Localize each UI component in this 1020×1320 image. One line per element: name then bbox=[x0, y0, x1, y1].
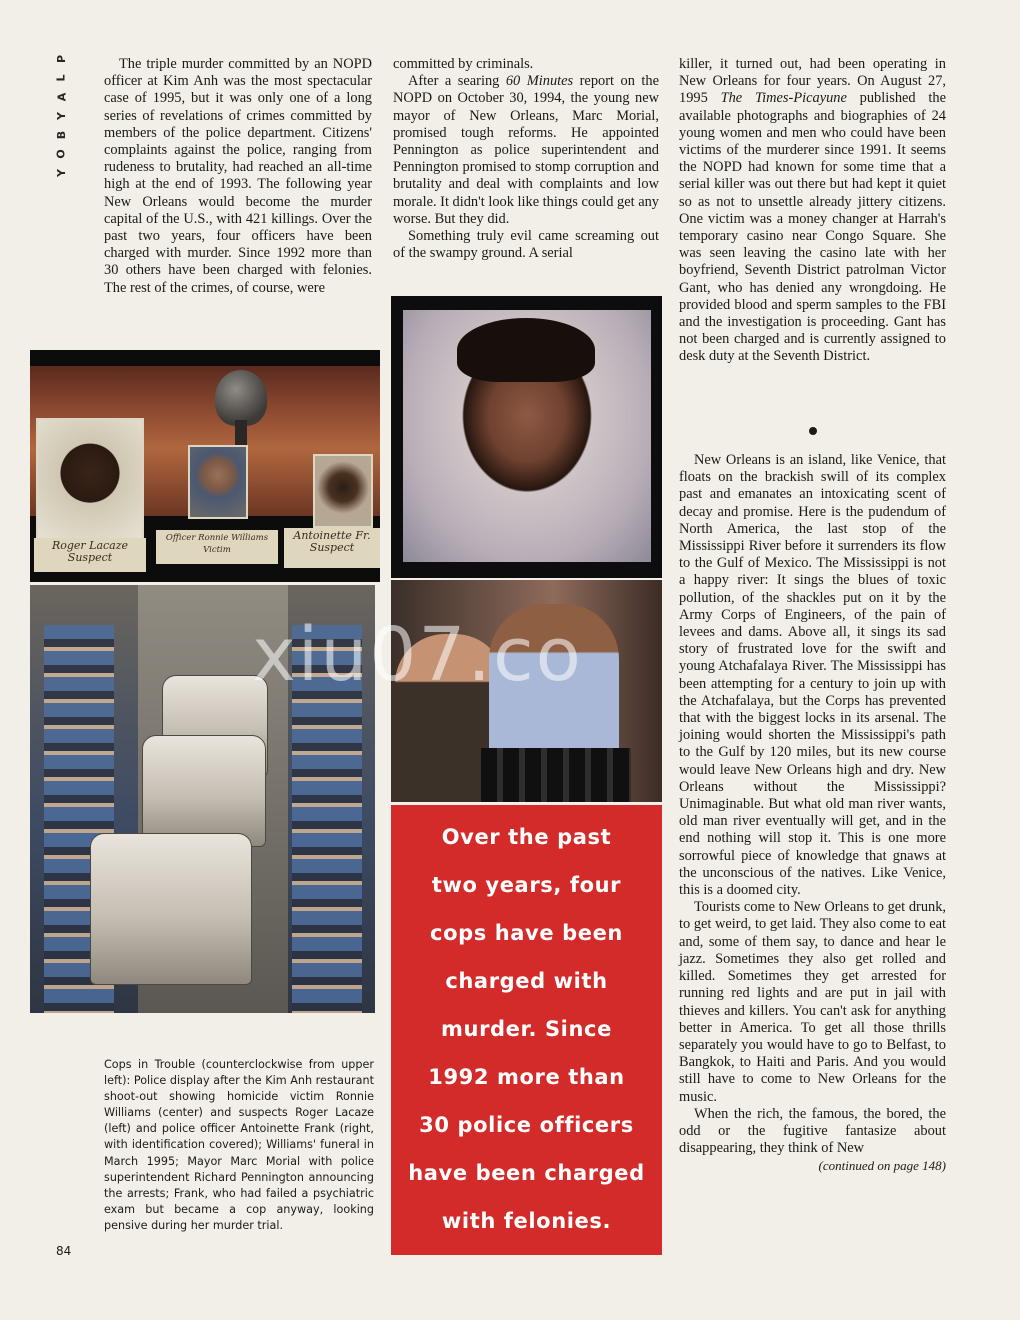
logo-letter: L bbox=[54, 74, 68, 82]
pull-quote-line: charged with bbox=[445, 969, 608, 993]
text-run: killer, it turned out, had been operating in New Orleans for four years. On August 27, 1995 bbox=[679, 56, 946, 107]
paragraph: Something truly evil came screaming out of the swampy ground. A serial bbox=[393, 228, 659, 262]
body-column-1 bbox=[104, 56, 372, 297]
text-run: After a searing bbox=[408, 73, 506, 90]
photo-frank-trial bbox=[391, 296, 662, 578]
microphone-icon bbox=[215, 370, 267, 426]
label-card-williams bbox=[156, 530, 278, 564]
pull-quote-line: 30 police officers bbox=[419, 1113, 634, 1137]
photo-officer-williams bbox=[188, 445, 248, 519]
label-card-frank bbox=[284, 528, 380, 568]
paragraph: The triple murder committed by an NOPD officer at Kim Anh was the most spectacular case of 1995, but it was only one of a long series of revelations of crimes committed by members of the police department. Citizens' complaints against the police, ranging from rudeness to brutality, had reached an all-time high at the end of 1993. The following year New Orleans would become the murder capital of the U.S., with 421 killings. Over the past two years, four officers have been charged with murder. Since 1992 more than 30 others have been charged with felonies. The rest of the crimes, of course, were bbox=[104, 56, 372, 296]
body-column-2 bbox=[393, 56, 659, 262]
text-run: published the available photographs and biographies of 24 young women and men who could have been victims of the murderer since 1991. It seems the NOPD had known for some time that a serial killer was out there but had kept it quiet so as not to unsettle already jittery citizens. One victim was a money changer at Harrah's temporary casino near Congo Square. She was seen leaving the casino late with her boyfriend, Seventh District patrolman Victor Gant, who has denied any wrongdoing. He provided blood and sperm samples to the FBI and the investigation is proceeding. Gant has not been charged and is currently assigned to desk duty at the Seventh District. bbox=[679, 90, 946, 365]
label-card-lacaze bbox=[34, 538, 146, 572]
continued-line: (continued on page 148) bbox=[818, 1158, 946, 1174]
photo-police-display bbox=[30, 350, 380, 582]
pull-quote-line: have been charged bbox=[408, 1161, 645, 1185]
pull-quote-line: Over the past bbox=[441, 825, 612, 849]
mugshot-lacaze bbox=[36, 418, 144, 540]
body-column-3-bottom bbox=[679, 452, 946, 1175]
pull-quote-line: with felonies. bbox=[441, 1209, 612, 1233]
logo-letter: Y bbox=[55, 169, 68, 177]
label-name: Officer Ronnie Williams bbox=[165, 533, 269, 543]
logo-letter: P bbox=[55, 54, 68, 64]
paragraph: committed by criminals. bbox=[393, 56, 534, 72]
paragraph bbox=[393, 73, 659, 228]
logo-letter: B bbox=[54, 130, 68, 140]
logo-letter: A bbox=[54, 92, 68, 102]
text-run: report on the NOPD on October 30, 1994, the young new mayor of New Orleans, Marc Morial, promised tough reforms. He appointed Pennington as police superintendent and Pennington promised to stomp corruption and brutality and deal with complaints and low morale. It didn't look like things could get any worse. But they did. bbox=[393, 73, 659, 227]
pull-quote-line: 1992 more than bbox=[428, 1065, 625, 1089]
label-name: Antoinette Fr. bbox=[293, 529, 371, 542]
portrait-hair bbox=[457, 318, 595, 382]
body-column-3-top bbox=[679, 56, 946, 366]
photo-caption: Cops in Trouble (counterclockwise from upper left): Police display after the Kim Anh restaurant shoot-out showing homicide victim Ronnie Williams (center) and suspects Roger Lacaze (left) and police officer Antoinette Frank (right, with identification covered); Williams' funeral in March 1995; Mayor Marc Morial with police superintendent Richard Pennington announcing the arrests; Frank, who had failed a psychiatric exam but became a cop anyway, looking pensive during her murder trial. bbox=[104, 1058, 374, 1232]
tv-show-title: 60 Minutes bbox=[505, 73, 574, 90]
newspaper-title: The Times-Picayune bbox=[720, 90, 847, 107]
pull-quote-line: cops have been bbox=[430, 921, 623, 945]
logo-letter: Y bbox=[55, 112, 68, 120]
photo-frank bbox=[313, 454, 373, 528]
label-role: Suspect bbox=[309, 541, 355, 554]
paragraph bbox=[679, 56, 946, 366]
section-break-bullet bbox=[809, 427, 817, 435]
paragraph: When the rich, the famous, the bored, the odd or the fugitive fantasize about disappearing, they think of New bbox=[679, 1105, 946, 1157]
magazine-vertical-logo bbox=[54, 52, 70, 180]
microphone-cluster-icon bbox=[481, 748, 631, 802]
hearse bbox=[90, 833, 252, 985]
label-role: Suspect bbox=[67, 551, 113, 564]
pull-quote bbox=[391, 805, 662, 1255]
label-name: Roger Lacaze bbox=[51, 539, 129, 552]
pull-quote-line: murder. Since bbox=[441, 1017, 612, 1041]
paragraph: New Orleans is an island, like Venice, that floats on the brackish swill of its complex past and emanates an intoxicating scent of decay and promise. Here is the pudendum of North America, the last stop of the Mississippi River before it surrenders its flow to the Gulf of Mexico. The Mississippi is not a happy river: It sings the blues of toxic pollution, of the shackles put on it by the Army Corps of Engineers, of the pain of levees and dams. Above all, it sings its sad story of frustrated love for the swift and young Atchafalaya River. The Mississippi has been attempting for a century to join up with the Atchafalaya, but the Corps has prevented that with the biggest locks in its arsenal. The joining would shorten the Mississippi's path to the Gulf by 120 miles, but its new course would leave New Orleans high and dry. New Orleans without the Mississippi? Unimaginable. But what old man river wants, old man river eventually will get, and in the end nothing will stop it. This is one more sorrowful piece of knowledge that gnaws at the unconscious of the natives. Like Venice, this is a doomed city. bbox=[679, 452, 946, 899]
hearse bbox=[142, 735, 266, 847]
page-number: 84 bbox=[56, 1244, 72, 1258]
pull-quote-line: two years, four bbox=[431, 873, 622, 897]
logo-letter: O bbox=[54, 149, 68, 159]
label-role: Victim bbox=[203, 545, 231, 555]
paragraph: Tourists come to New Orleans to get drunk, to get weird, to get laid. They also come to eat and, some of them say, to dance and hear le jazz. Sometimes they also get rolled and killed. Sometimes they get arrested for running red lights and are put in jail with thieves and killers. You can't ask for anything better in America. To get all those thrills separately you would have to go to Belfast, to Bangkok, to Haiti and Paris. And you would still have to come to New Orleans for the music. bbox=[679, 899, 946, 1105]
watermark: xiu07.co bbox=[252, 612, 583, 698]
